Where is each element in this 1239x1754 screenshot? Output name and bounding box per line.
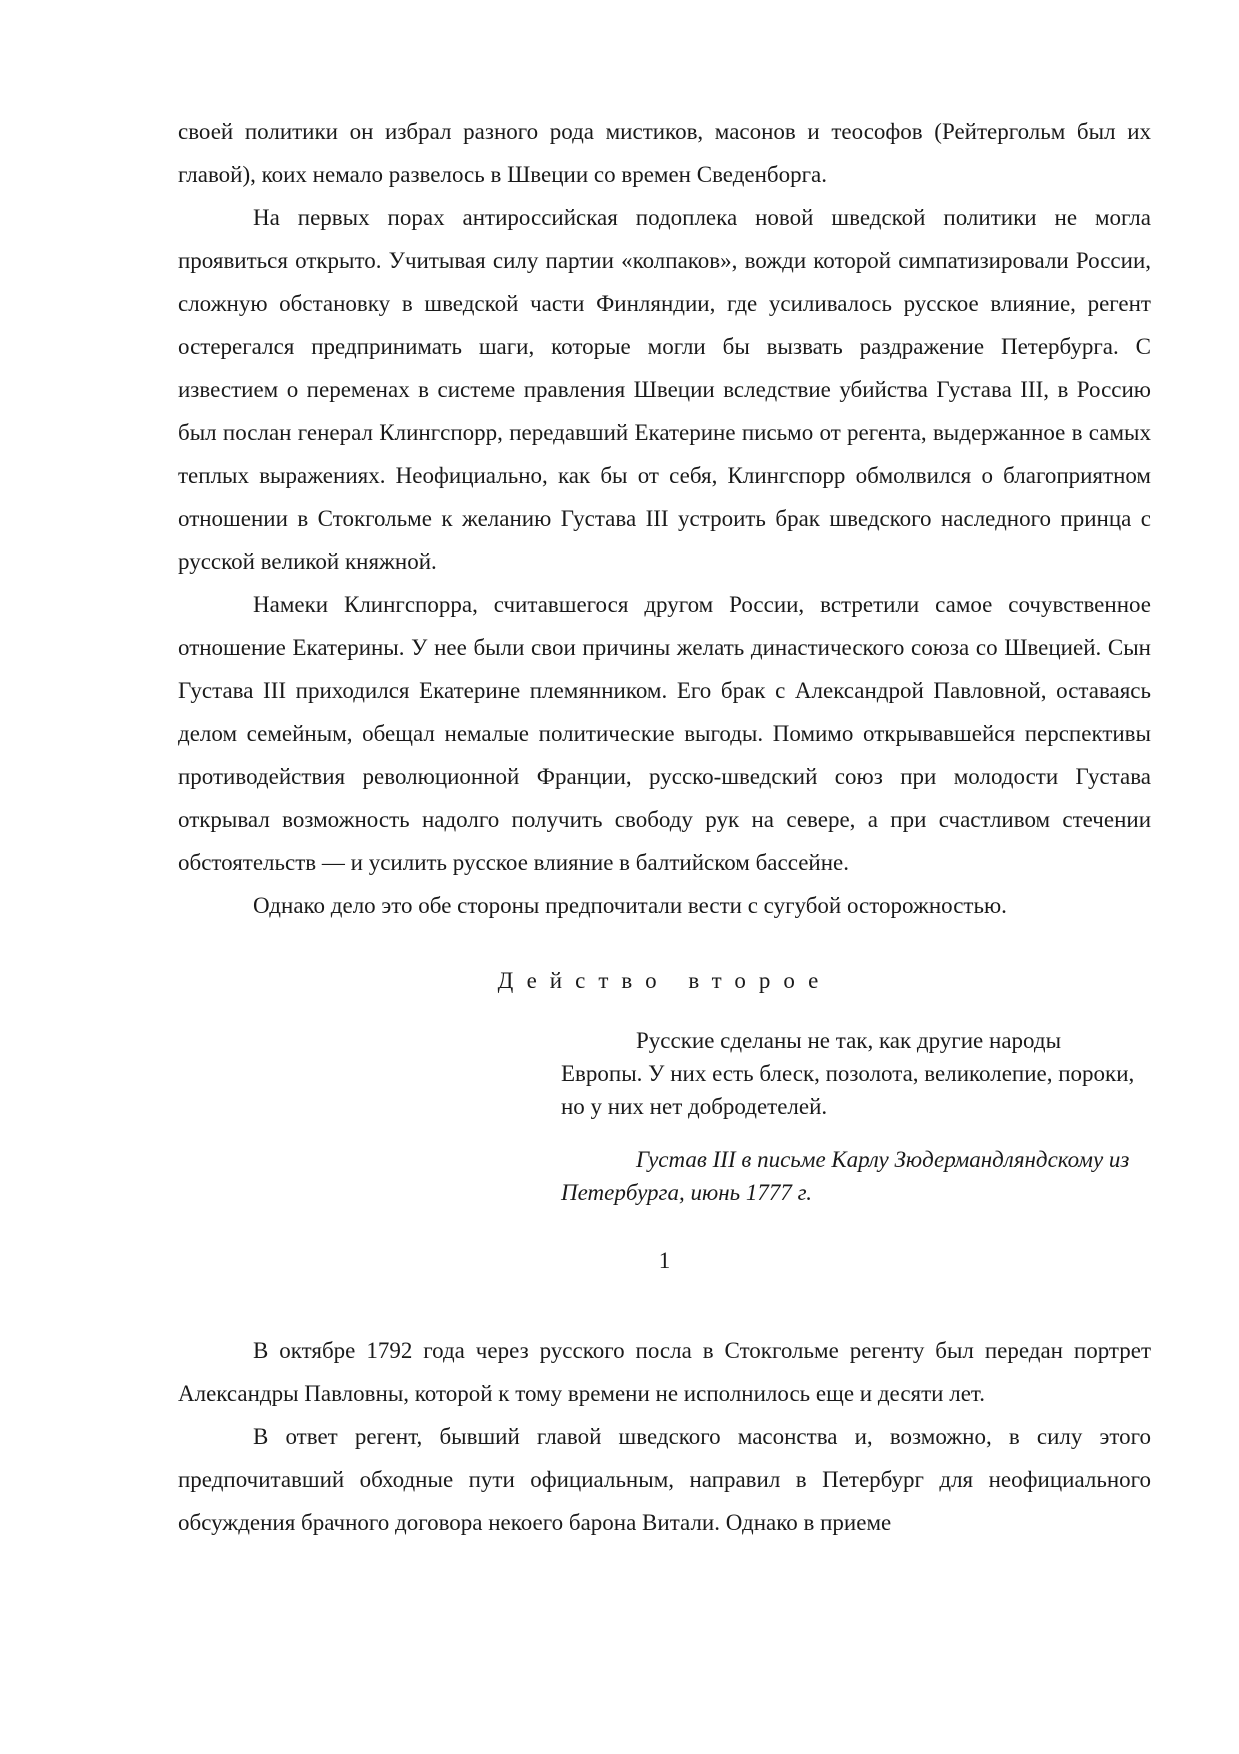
paragraph: На первых порах антироссийская подоплека новой шведской политики не могла проявиться открыто. Учитывая силу партии «колпаков», вожди которой симпатизировали России, сложную обстановку в шведской части Финляндии, где усиливалось русское влияние, регент остерегался предпринимать шаги, которые могли бы вызвать раздражение Петербурга. С известием о переменах в системе правления Швеции вследствие убийства Густава III, в Россию был послан генерал Клингспорр, передавший Екатерине письмо от регента, выдержанное в самых теплых выражениях. Неофициально, как бы от себя, Клингспорр обмолвился о благоприятном отношении в Стокгольме к желанию Густава III устроить брак шведского наследного принца с русской великой княжной. — [178, 205, 1151, 574]
paragraph: В октябре 1792 года через русского посла в Стокгольме регенту был передан портрет Александры Павловны, которой к тому времени не исполнилось еще и десяти лет. — [178, 1338, 1151, 1406]
paragraph: В ответ регент, бывший главой шведского масонства и, возможно, в силу этого предпочитавший обходные пути официальным, направил в Петербург для неофициального обсуждения брачного договора некоего барона Витали. Однако в приеме — [178, 1424, 1151, 1535]
section-heading: Действо второе — [497, 968, 832, 993]
epigraph — [561, 1024, 1141, 1209]
epigraph-attribution: Густав III в письме Карлу Зюдермандляндскому из Петербурга, июнь 1777 г. — [561, 1147, 1130, 1205]
epigraph-text: Русские сделаны не так, как другие народы Европы. У них есть блеск, позолота, великолепие, пороки, но у них нет добродетелей. — [561, 1028, 1135, 1119]
page-content — [178, 110, 1151, 1544]
paragraph-continuation: своей политики он избрал разного рода мистиков, масонов и теософов (Рейтергольм был их главой), коих немало развелось в Швеции со времен Сведенборга. — [178, 119, 1151, 187]
paragraph: Намеки Клингспорра, считавшегося другом России, встретили самое сочувственное отношение Екатерины. У нее были свои причины желать династического союза со Швецией. Сын Густава III приходился Екатерине племянником. Его брак с Александрой Павловной, оставаясь делом семейным, обещал немалые политические выгоды. Помимо открывавшейся перспективы противодействия революционной Франции, русско-шведский союз при молодости Густава открывал возможность надолго получить свободу рук на севере, а при счастливом стечении обстоятельств — и усилить русское влияние в балтийском бассейне. — [178, 592, 1151, 875]
chapter-number: 1 — [658, 1248, 671, 1273]
paragraph: Однако дело это обе стороны предпочитали вести с сугубой осторожностью. — [253, 893, 1007, 918]
